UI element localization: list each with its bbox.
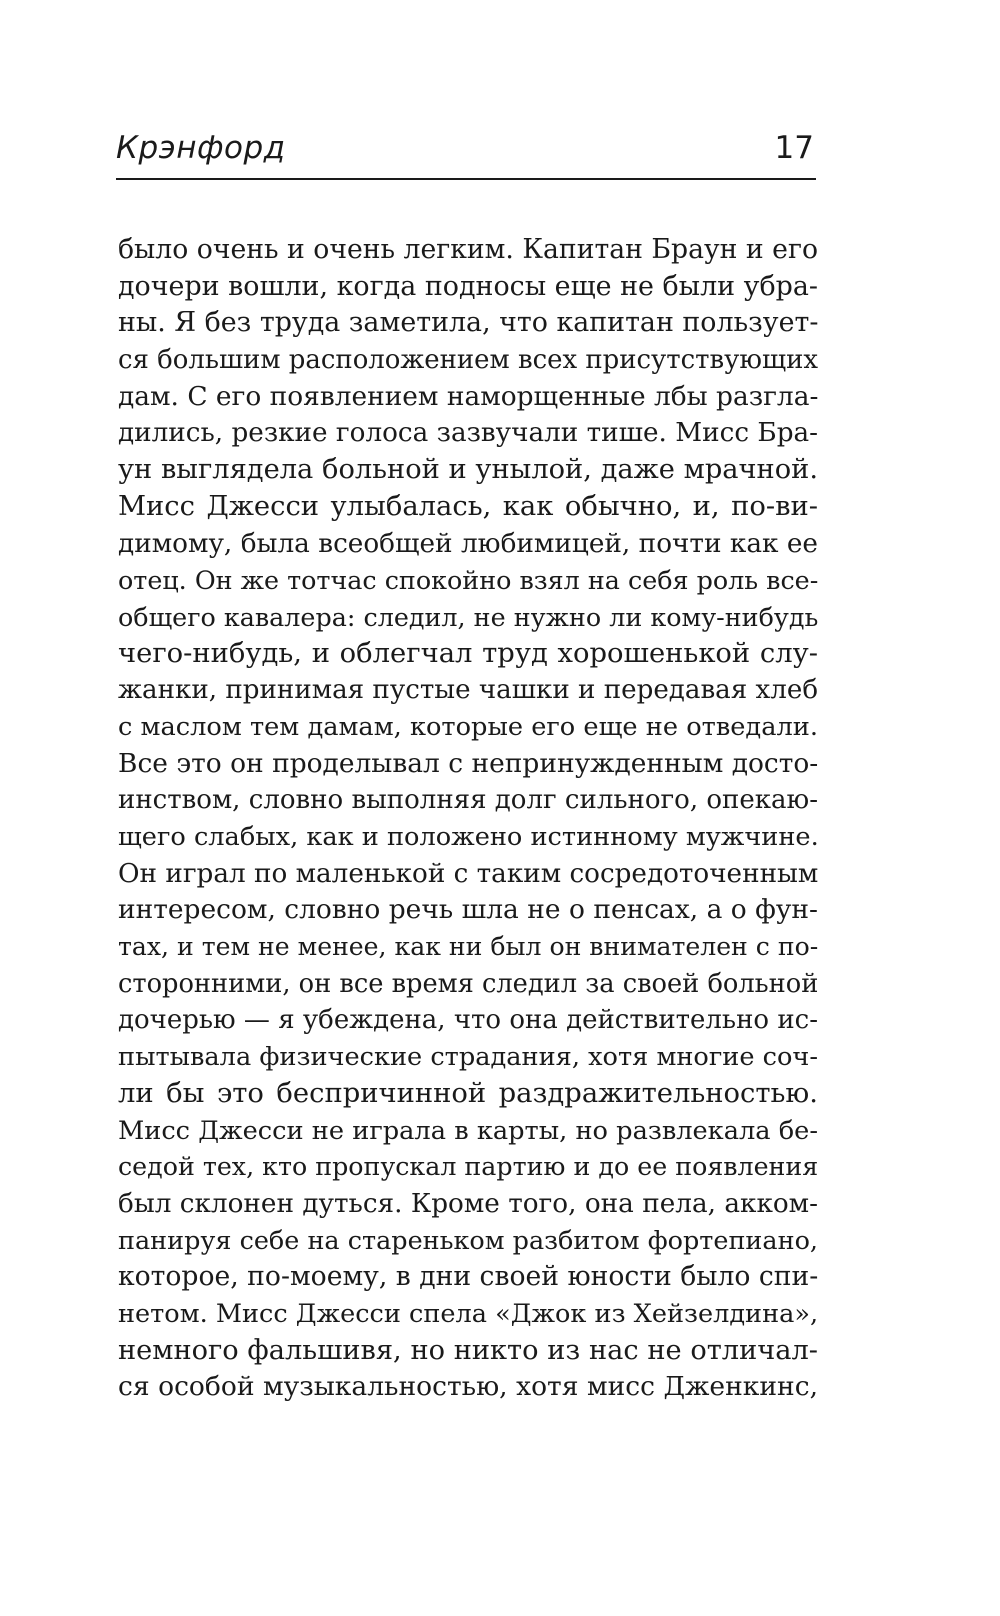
text-line: ун выглядела больной и унылой, даже мрачной.	[118, 454, 818, 486]
text-line: дились, резкие голоса зазвучали тише. Мисс Бра-	[118, 418, 818, 449]
text-line: которое, по-моему, в дни своей юности было спи-	[118, 1261, 819, 1293]
text-line: общего кавалера: следил, не нужно ли кому-нибудь	[118, 601, 819, 632]
text-line: ли бы это беспричинной раздражительностью.	[118, 1077, 818, 1109]
text-line: Он играл по маленькой с таким сосредоточенным	[118, 858, 819, 889]
running-title: Крэнфорд	[116, 130, 286, 166]
text-line: седой тех, кто пропускал партию и до ее появления	[118, 1152, 819, 1182]
page-number: 17	[774, 130, 814, 166]
text-line: с маслом тем дамам, которые его еще не отведали.	[118, 711, 818, 742]
text-line: дочери вошли, когда подносы еще не были убра-	[118, 270, 818, 302]
text-line: чего-нибудь, и облегчал труд хорошенькой слу-	[118, 637, 818, 669]
text-line: интересом, словно речь шла не о пенсах, а о фун-	[118, 894, 818, 926]
text-line: инством, словно выполняя долг сильного, опекаю-	[118, 785, 818, 816]
text-line: пытывала физические страдания, хотя многие соч-	[118, 1042, 818, 1073]
text-line: ся особой музыкальностью, хотя мисс Дженкинс,	[118, 1371, 818, 1403]
text-line: сторонними, он все время следил за своей больной	[118, 968, 819, 999]
text-line: Мисс Джесси не играла в карты, но развлекала бе-	[118, 1115, 818, 1146]
text-line: нетом. Мисс Джесси спела «Джок из Хейзелдина»,	[118, 1298, 819, 1329]
text-line: было очень и очень легким. Капитан Браун и его	[118, 234, 818, 265]
text-line: ны. Я без труда заметила, что капитан пользует-	[118, 307, 819, 339]
body-text	[118, 232, 818, 1406]
text-line: немного фальшивя, но никто из нас не отличал-	[118, 1334, 818, 1366]
text-line: Все это он проделывал с непринужденным досто-	[118, 747, 819, 779]
text-line: димому, была всеобщей любимицей, почти как ее	[118, 528, 818, 559]
running-header	[116, 128, 816, 180]
text-line: щего слабых, как и положено истинному мужчине.	[118, 822, 819, 852]
text-line: отец. Он же тотчас спокойно взял на себя роль все-	[118, 565, 819, 596]
text-line: был склонен дуться. Кроме того, она пела, акком-	[118, 1188, 818, 1219]
text-line: Мисс Джесси улыбалась, как обычно, и, по-ви-	[118, 490, 818, 522]
text-line: панируя себе на стареньком разбитом фортепиано,	[118, 1225, 818, 1256]
text-line: дочерью — я убеждена, что она действительно ис-	[118, 1005, 818, 1036]
text-line: ся большим расположением всех присутствующих	[118, 345, 818, 376]
text-line: тах, и тем не менее, как ни был он внимателен с по-	[118, 932, 819, 962]
text-line: дам. С его появлением наморщенные лбы разгла-	[118, 380, 819, 412]
text-line: жанки, принимая пустые чашки и передавая хлеб	[118, 675, 819, 706]
